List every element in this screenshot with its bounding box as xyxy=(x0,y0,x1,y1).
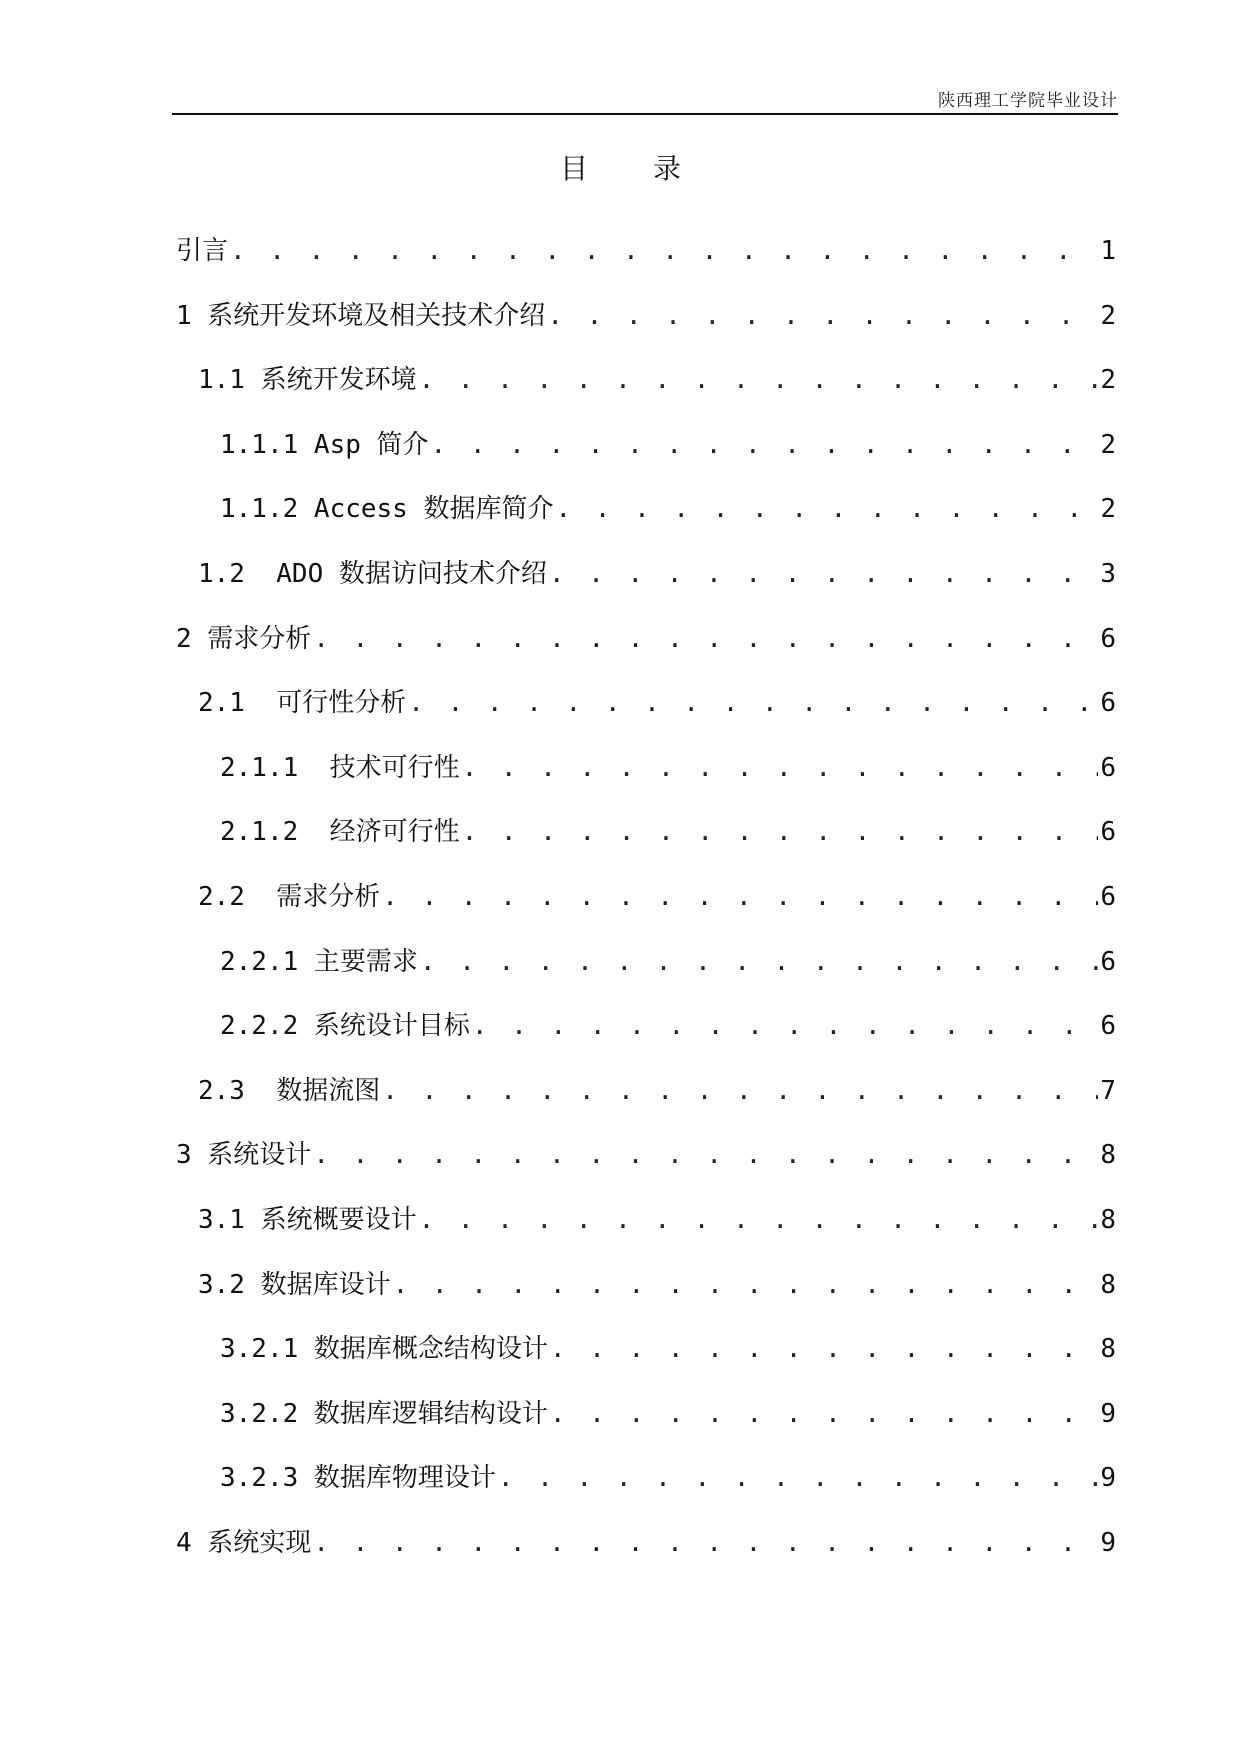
toc-entry-page-number: 6 xyxy=(1100,752,1116,783)
toc-entry-page-number: 6 xyxy=(1100,881,1116,912)
toc-entry[interactable] xyxy=(176,295,1116,360)
toc-entry[interactable] xyxy=(176,553,1116,618)
toc-entry[interactable] xyxy=(176,618,1116,683)
toc-entry-label: 3.2.3 数据库物理设计 xyxy=(220,1463,496,1494)
toc-title: 目 录 xyxy=(560,152,709,185)
toc-dot-leader xyxy=(547,301,1098,331)
toc-entry[interactable] xyxy=(176,1328,1116,1393)
toc-dot-leader xyxy=(472,1011,1098,1041)
toc-entry[interactable] xyxy=(176,682,1116,747)
toc-entry[interactable] xyxy=(176,359,1116,424)
toc-entry-label: 1.1.1 Asp 简介 xyxy=(220,429,429,460)
toc-entry-label: 2.1.1 技术可行性 xyxy=(220,752,460,783)
toc-entry[interactable] xyxy=(176,488,1116,553)
toc-dot-leader xyxy=(419,365,1099,395)
toc-dot-leader xyxy=(462,817,1099,847)
toc-entry-page-number: 9 xyxy=(1100,1527,1116,1558)
toc-entry-label: 1 系统开发环境及相关技术介绍 xyxy=(176,300,546,331)
toc-entry-page-number: 9 xyxy=(1100,1463,1116,1494)
toc-dot-leader xyxy=(550,1334,1098,1364)
toc-entry-page-number: 6 xyxy=(1100,817,1116,848)
toc-entry-page-number: 6 xyxy=(1100,688,1116,719)
toc-entry-label: 3.2.2 数据库逻辑结构设计 xyxy=(220,1398,548,1429)
toc-dot-leader xyxy=(462,753,1099,783)
toc-entry[interactable] xyxy=(176,876,1116,941)
toc-dot-leader xyxy=(313,1528,1098,1558)
toc-entry-page-number: 8 xyxy=(1100,1140,1116,1171)
toc-dot-leader xyxy=(419,1205,1099,1235)
toc-dot-leader xyxy=(230,236,1098,266)
toc-entry-page-number: 2 xyxy=(1100,494,1116,525)
toc-dot-leader xyxy=(382,1076,1098,1106)
toc-entry[interactable] xyxy=(176,230,1116,295)
toc-entry[interactable] xyxy=(176,1522,1116,1587)
toc-entry-label: 2.2.1 主要需求 xyxy=(220,946,418,977)
toc-dot-leader xyxy=(550,1399,1098,1429)
toc-entry-page-number: 8 xyxy=(1100,1204,1116,1235)
toc-entry[interactable] xyxy=(176,424,1116,489)
toc-entry[interactable] xyxy=(176,1264,1116,1329)
toc-entry-label: 4 系统实现 xyxy=(176,1527,312,1558)
toc-dot-leader xyxy=(393,1270,1099,1300)
toc-entry-label: 2.1 可行性分析 xyxy=(198,688,407,719)
toc-entry-label: 3.2.1 数据库概念结构设计 xyxy=(220,1334,548,1365)
header-rule xyxy=(172,113,1118,115)
toc-entry-label: 2.2.2 系统设计目标 xyxy=(220,1011,470,1042)
toc-entry-label: 2.2 需求分析 xyxy=(198,881,381,912)
toc-dot-leader xyxy=(382,882,1098,912)
toc-dot-leader xyxy=(498,1463,1098,1493)
toc-entry[interactable] xyxy=(176,747,1116,812)
toc-entry[interactable] xyxy=(176,1393,1116,1458)
toc-dot-leader xyxy=(313,624,1098,654)
toc-entry[interactable] xyxy=(176,1199,1116,1264)
toc-entry-label: 3.1 系统概要设计 xyxy=(198,1204,417,1235)
toc-dot-leader xyxy=(313,1140,1098,1170)
toc-entry[interactable] xyxy=(176,1457,1116,1522)
toc-entry[interactable] xyxy=(176,1005,1116,1070)
toc-entry-page-number: 6 xyxy=(1100,1011,1116,1042)
toc-entry-page-number: 2 xyxy=(1100,300,1116,331)
toc-entry-label: 3.2 数据库设计 xyxy=(198,1269,391,1300)
toc-entry[interactable] xyxy=(176,1070,1116,1135)
toc-entry-label: 2.1.2 经济可行性 xyxy=(220,817,460,848)
toc-entry-page-number: 6 xyxy=(1100,623,1116,654)
toc-dot-leader xyxy=(549,559,1098,589)
toc-entry-page-number: 1 xyxy=(1100,236,1116,266)
toc-dot-leader xyxy=(408,688,1098,718)
toc-entry-page-number: 2 xyxy=(1100,429,1116,460)
toc-entry[interactable] xyxy=(176,1134,1116,1199)
toc-dot-leader xyxy=(431,430,1099,460)
toc-entry-label: 2.3 数据流图 xyxy=(198,1075,381,1106)
table-of-contents xyxy=(176,230,1116,1586)
toc-entry-label: 3 系统设计 xyxy=(176,1140,312,1171)
toc-entry-label: 2 需求分析 xyxy=(176,623,312,654)
toc-entry[interactable] xyxy=(176,811,1116,876)
toc-entry-page-number: 6 xyxy=(1100,946,1116,977)
toc-dot-leader xyxy=(420,947,1098,977)
toc-entry-page-number: 2 xyxy=(1100,365,1116,396)
toc-entry-page-number: 9 xyxy=(1100,1398,1116,1429)
toc-entry-page-number: 8 xyxy=(1100,1334,1116,1365)
toc-entry-page-number: 8 xyxy=(1100,1269,1116,1300)
toc-entry-label: 1.1 系统开发环境 xyxy=(198,365,417,396)
toc-entry-page-number: 3 xyxy=(1100,558,1116,589)
header-institution: 陕西理工学院毕业设计 xyxy=(938,91,1118,111)
toc-entry-label: 1.1.2 Access 数据库简介 xyxy=(220,494,554,525)
toc-entry-label: 1.2 ADO 数据访问技术介绍 xyxy=(198,558,547,589)
toc-entry-page-number: 7 xyxy=(1100,1075,1116,1106)
toc-entry[interactable] xyxy=(176,941,1116,1006)
toc-dot-leader xyxy=(556,494,1099,524)
toc-entry-label: 引言 xyxy=(176,236,229,266)
